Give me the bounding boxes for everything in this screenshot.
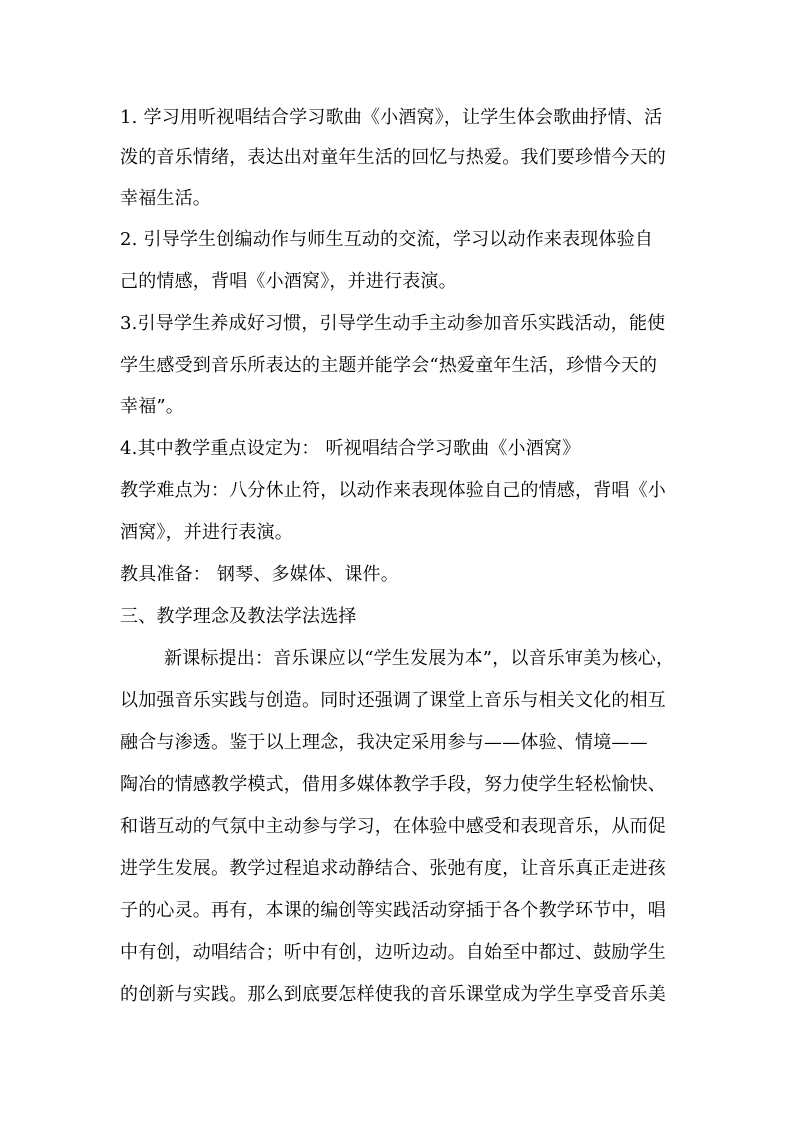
text-line: 学生感受到音乐所表达的主题并能学会“热爱童年生活，珍惜今天的 [120,355,658,376]
text-line: 酒窝》，并进行表演。 [120,522,293,543]
text-line: 融合与渗透。鉴于以上理念，我决定采用参与——体验、情境—— [120,732,648,753]
text-line: 教具准备： 钢琴、多媒体、课件。 [120,564,399,585]
text-line: 泼的音乐情绪，表达出对童年生活的回忆与热爱。我们要珍惜今天的 [120,147,666,168]
section-heading: 三、教学理念及教法学法选择 [120,606,357,627]
text-line: 1. 学习用听视唱结合学习歌曲《小酒窝》，让学生体会歌曲抒情、活 [120,107,663,128]
text-line: 4.其中教学重点设定为： 听视唱结合学习歌曲《小酒窝》 [120,438,581,459]
text-line: 己的情感，背唱《小酒窝》，并进行表演。 [120,271,457,292]
text-line: 幸福生活。 [120,188,211,209]
text-line: 教学难点为：八分休止符，以动作来表现体验自己的情感，背唱《小 [120,480,666,501]
text-line: 3.引导学生养成好习惯，引导学生动手主动参加音乐实践活动，能使 [120,313,666,334]
text-line: 陶冶的情感教学模式，借用多媒体教学手段，努力使学生轻松愉快、 [120,774,666,795]
text-line: 和谐互动的气氛中主动参与学习，在体验中感受和表现音乐，从而促 [120,816,666,837]
text-line: 以加强音乐实践与创造。同时还强调了课堂上音乐与相关文化的相互 [120,690,666,711]
text-line: 新课标提出：音乐课应以“学生发展为本”，以音乐审美为核心， [164,648,675,669]
text-line: 子的心灵。再有，本课的编创等实践活动穿插于各个教学环节中，唱 [120,900,666,921]
text-line: 2. 引导学生创编动作与师生互动的交流，学习以动作来表现体验自 [120,229,654,250]
text-line: 进学生发展。教学过程追求动静结合、张弛有度，让音乐真正走进孩 [120,858,666,879]
text-line: 的创新与实践。那么到底要怎样使我的音乐课堂成为学生享受音乐美 [120,984,666,1005]
text-line: 中有创，动唱结合；听中有创，边听边动。自始至中都过、鼓励学生 [120,942,666,963]
text-line: 幸福”。 [120,396,185,417]
